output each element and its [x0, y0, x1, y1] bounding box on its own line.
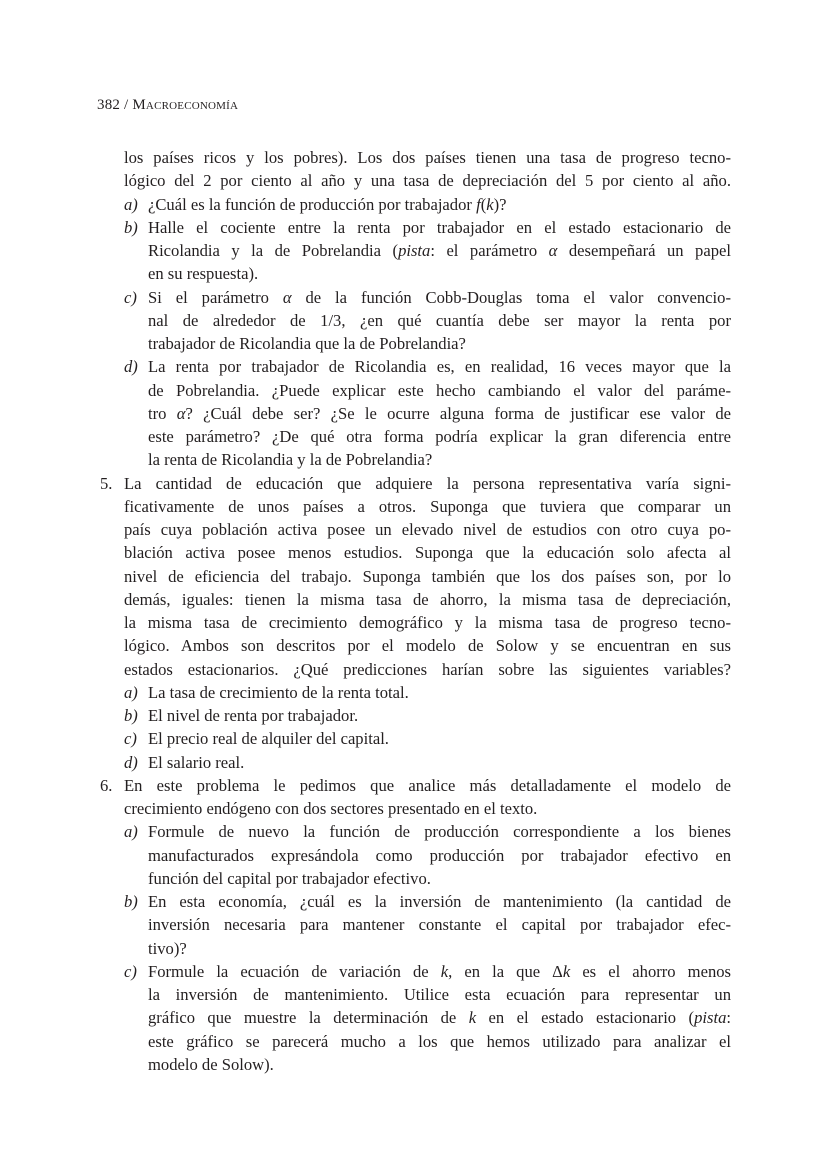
text-line — [0, 1006, 828, 1029]
line-text — [124, 146, 731, 169]
text-segment: ? ¿Cuál debe ser? ¿Se le ocurre alguna forma de justificar ese valor de — [185, 403, 731, 423]
text-segment: de la función Cobb-Douglas toma el valor convencio- — [291, 287, 731, 307]
text-segment: En esta economía, ¿cuál es la inversión de mantenimiento (la cantidad de — [148, 892, 731, 911]
text-segment: este parámetro? ¿De qué otra forma podría explicar la gran diferencia entre — [148, 427, 731, 446]
line-text — [148, 1006, 731, 1029]
text-segment: inversión necesaria para mantener constante el capital por trabajador efec- — [148, 915, 731, 935]
text-line — [0, 960, 828, 983]
item-marker: d) — [124, 357, 138, 377]
item-marker: b) — [124, 217, 138, 237]
line-text — [148, 216, 731, 239]
italic-text: k — [440, 961, 449, 981]
text-segment: : el parámetro — [430, 241, 549, 260]
line-text — [148, 844, 731, 867]
italic-text: α — [176, 403, 186, 423]
text-line — [0, 239, 828, 262]
text-segment: , en la que Δ — [448, 961, 563, 981]
item-marker: c) — [124, 729, 137, 749]
text-segment: en su respuesta). — [148, 264, 259, 284]
line-text — [124, 169, 731, 192]
text-segment: crecimiento endógeno con dos sectores presentado en el texto. — [124, 799, 538, 818]
text-line — [0, 262, 828, 285]
line-text — [148, 1030, 731, 1053]
text-line — [0, 867, 828, 890]
text-segment: : — [726, 1008, 731, 1028]
line-text — [148, 681, 731, 704]
book-title: Macroeconomía — [132, 97, 239, 113]
line-text — [148, 704, 731, 727]
italic-text: α — [282, 287, 292, 307]
text-line — [0, 937, 828, 960]
text-line — [0, 425, 828, 448]
text-segment: la renta de Ricolandia y la de Pobrelandia? — [148, 450, 433, 470]
text-segment: gráfico que muestre la determinación de — [148, 1008, 469, 1028]
line-text — [124, 634, 731, 657]
line-text — [148, 355, 731, 378]
item-marker: a) — [124, 682, 138, 702]
line-text — [124, 774, 731, 797]
line-text — [124, 797, 731, 820]
line-text — [124, 588, 731, 611]
line-text — [124, 611, 731, 634]
text-line — [0, 332, 828, 355]
line-text — [148, 309, 731, 332]
text-segment: Formule de nuevo la función de producción correspondiente a los bienes — [148, 822, 731, 842]
item-marker: c) — [124, 961, 137, 981]
text-line — [0, 681, 828, 704]
text-segment: ( — [480, 194, 487, 214]
exercise-number: 6. — [100, 775, 113, 795]
text-segment: En este problema le pedimos que analice más detalladamente el modelo de — [124, 775, 731, 795]
page-number: 382 — [97, 97, 121, 113]
text-segment: La renta por trabajador de Ricolandia es, en realidad, 16 veces mayor que la — [148, 357, 731, 377]
text-segment: es el ahorro menos — [570, 961, 731, 981]
text-segment: Formule la ecuación de variación de — [148, 961, 441, 981]
line-text — [148, 332, 731, 355]
text-segment: estados estacionarios. ¿Qué predicciones harían sobre las siguientes variables? — [124, 659, 731, 679]
text-segment: El precio real de alquiler del capital. — [148, 729, 389, 749]
text-segment: la inversión de mantenimiento. Utilice esta ecuación para representar un — [148, 985, 731, 1004]
item-marker: c) — [124, 287, 137, 307]
text-line — [0, 751, 828, 774]
text-line — [0, 1053, 828, 1076]
text-segment: lógico del 2 por ciento al año y una tasa de depreciación del 5 por ciento al año. — [124, 171, 731, 191]
running-header — [97, 97, 238, 114]
text-line — [0, 286, 828, 309]
text-segment: tro — [148, 403, 177, 423]
text-segment: nal de alrededor de 1/3, ¿en qué cuantía debe ser mayor la renta por — [148, 310, 731, 330]
text-segment: El salario real. — [148, 752, 245, 772]
line-text — [148, 379, 731, 402]
text-segment: los países ricos y los pobres). Los dos países tienen una tasa de progreso tecno- — [124, 148, 731, 167]
text-line — [0, 611, 828, 634]
italic-text: k — [486, 194, 494, 214]
line-text — [124, 565, 731, 588]
text-segment: )? — [493, 194, 507, 214]
item-marker: a) — [124, 194, 138, 214]
text-segment: demás, iguales: tienen la misma tasa de ahorro, la misma tasa de depreciación, — [124, 589, 731, 609]
item-marker: d) — [124, 752, 138, 772]
text-segment: modelo de Solow). — [148, 1054, 274, 1074]
line-text — [148, 262, 731, 285]
text-segment: Si el parámetro — [148, 287, 283, 307]
text-line — [0, 309, 828, 332]
text-segment: El nivel de renta por trabajador. — [148, 706, 359, 725]
text-line — [0, 913, 828, 936]
text-line — [0, 169, 828, 192]
item-marker: a) — [124, 822, 138, 842]
text-line — [0, 495, 828, 518]
text-line — [0, 379, 828, 402]
item-marker: b) — [124, 706, 138, 725]
line-text — [148, 425, 731, 448]
text-segment: trabajador de Ricolandia que la de Pobrelandia? — [148, 334, 466, 353]
text-line — [0, 355, 828, 378]
text-segment: país cuya población activa posee un elevado nivel de estudios con otro cuya po- — [124, 520, 731, 539]
line-text — [124, 495, 731, 518]
line-text — [148, 960, 731, 983]
text-line — [0, 518, 828, 541]
text-segment: Halle el cociente entre la renta por trabajador en el estado estacionario de — [148, 217, 731, 237]
text-segment: tivo)? — [148, 938, 187, 958]
text-segment: la misma tasa de crecimiento demográfico y la misma tasa de progreso tecno- — [124, 613, 731, 632]
text-line — [0, 704, 828, 727]
text-segment: La cantidad de educación que adquiere la persona representativa varía signi- — [124, 473, 731, 493]
text-segment: ficativamente de unos países a otros. Suponga que tuviera que comparar un — [124, 496, 731, 516]
line-text — [124, 658, 731, 681]
line-text — [148, 751, 731, 774]
italic-text: pista — [694, 1008, 727, 1028]
header-separator: / — [120, 97, 133, 113]
text-segment: ¿Cuál es la función de producción por trabajador — [148, 194, 477, 214]
page-body — [0, 146, 828, 1076]
italic-text: k — [562, 961, 571, 981]
line-text — [124, 541, 731, 564]
item-marker: b) — [124, 892, 138, 911]
line-text — [148, 983, 731, 1006]
text-line — [0, 193, 828, 216]
text-segment: nivel de eficiencia del trabajo. Suponga también que los dos países son, por lo — [124, 566, 731, 586]
text-segment: de Pobrelandia. ¿Puede explicar este hecho cambiando el valor del paráme- — [148, 380, 731, 400]
line-text — [148, 239, 731, 262]
line-text — [148, 727, 731, 750]
text-line — [0, 727, 828, 750]
text-line — [0, 588, 828, 611]
text-line — [0, 402, 828, 425]
text-segment: desempeñará un papel — [557, 241, 731, 260]
line-text — [148, 193, 731, 216]
line-text — [148, 286, 731, 309]
italic-text: f — [476, 194, 481, 214]
text-line — [0, 216, 828, 239]
text-line — [0, 565, 828, 588]
text-line — [0, 1030, 828, 1053]
italic-text: α — [548, 241, 558, 260]
text-line — [0, 890, 828, 913]
italic-text: pista — [398, 241, 431, 260]
text-line — [0, 774, 828, 797]
text-line — [0, 983, 828, 1006]
text-line — [0, 634, 828, 657]
line-text — [148, 867, 731, 890]
text-segment: La tasa de crecimiento de la renta total. — [148, 682, 409, 702]
exercise-number: 5. — [100, 473, 113, 493]
text-segment: este gráfico se parecerá mucho a los que hemos utilizado para analizar el — [148, 1031, 731, 1051]
text-line — [0, 820, 828, 843]
text-line — [0, 146, 828, 169]
line-text — [148, 1053, 731, 1076]
text-line — [0, 541, 828, 564]
line-text — [148, 402, 731, 425]
text-segment: función del capital por trabajador efectivo. — [148, 868, 431, 888]
italic-text: k — [468, 1008, 477, 1028]
text-segment: blación activa posee menos estudios. Suponga que la educación solo afecta al — [124, 543, 731, 563]
text-segment: lógico. Ambos son descritos por el modelo de Solow y se encuentran en sus — [124, 636, 731, 656]
text-line — [0, 844, 828, 867]
line-text — [124, 518, 731, 541]
text-line — [0, 658, 828, 681]
line-text — [124, 472, 731, 495]
line-text — [148, 913, 731, 936]
line-text — [148, 890, 731, 913]
line-text — [148, 937, 731, 960]
line-text — [148, 448, 731, 471]
text-line — [0, 448, 828, 471]
text-line — [0, 797, 828, 820]
text-segment: en el estado estacionario ( — [476, 1008, 695, 1028]
text-segment: manufacturados expresándola como producción por trabajador efectivo en — [148, 845, 731, 865]
text-line — [0, 472, 828, 495]
line-text — [148, 820, 731, 843]
text-segment: Ricolandia y la de Pobrelandia ( — [148, 241, 399, 260]
